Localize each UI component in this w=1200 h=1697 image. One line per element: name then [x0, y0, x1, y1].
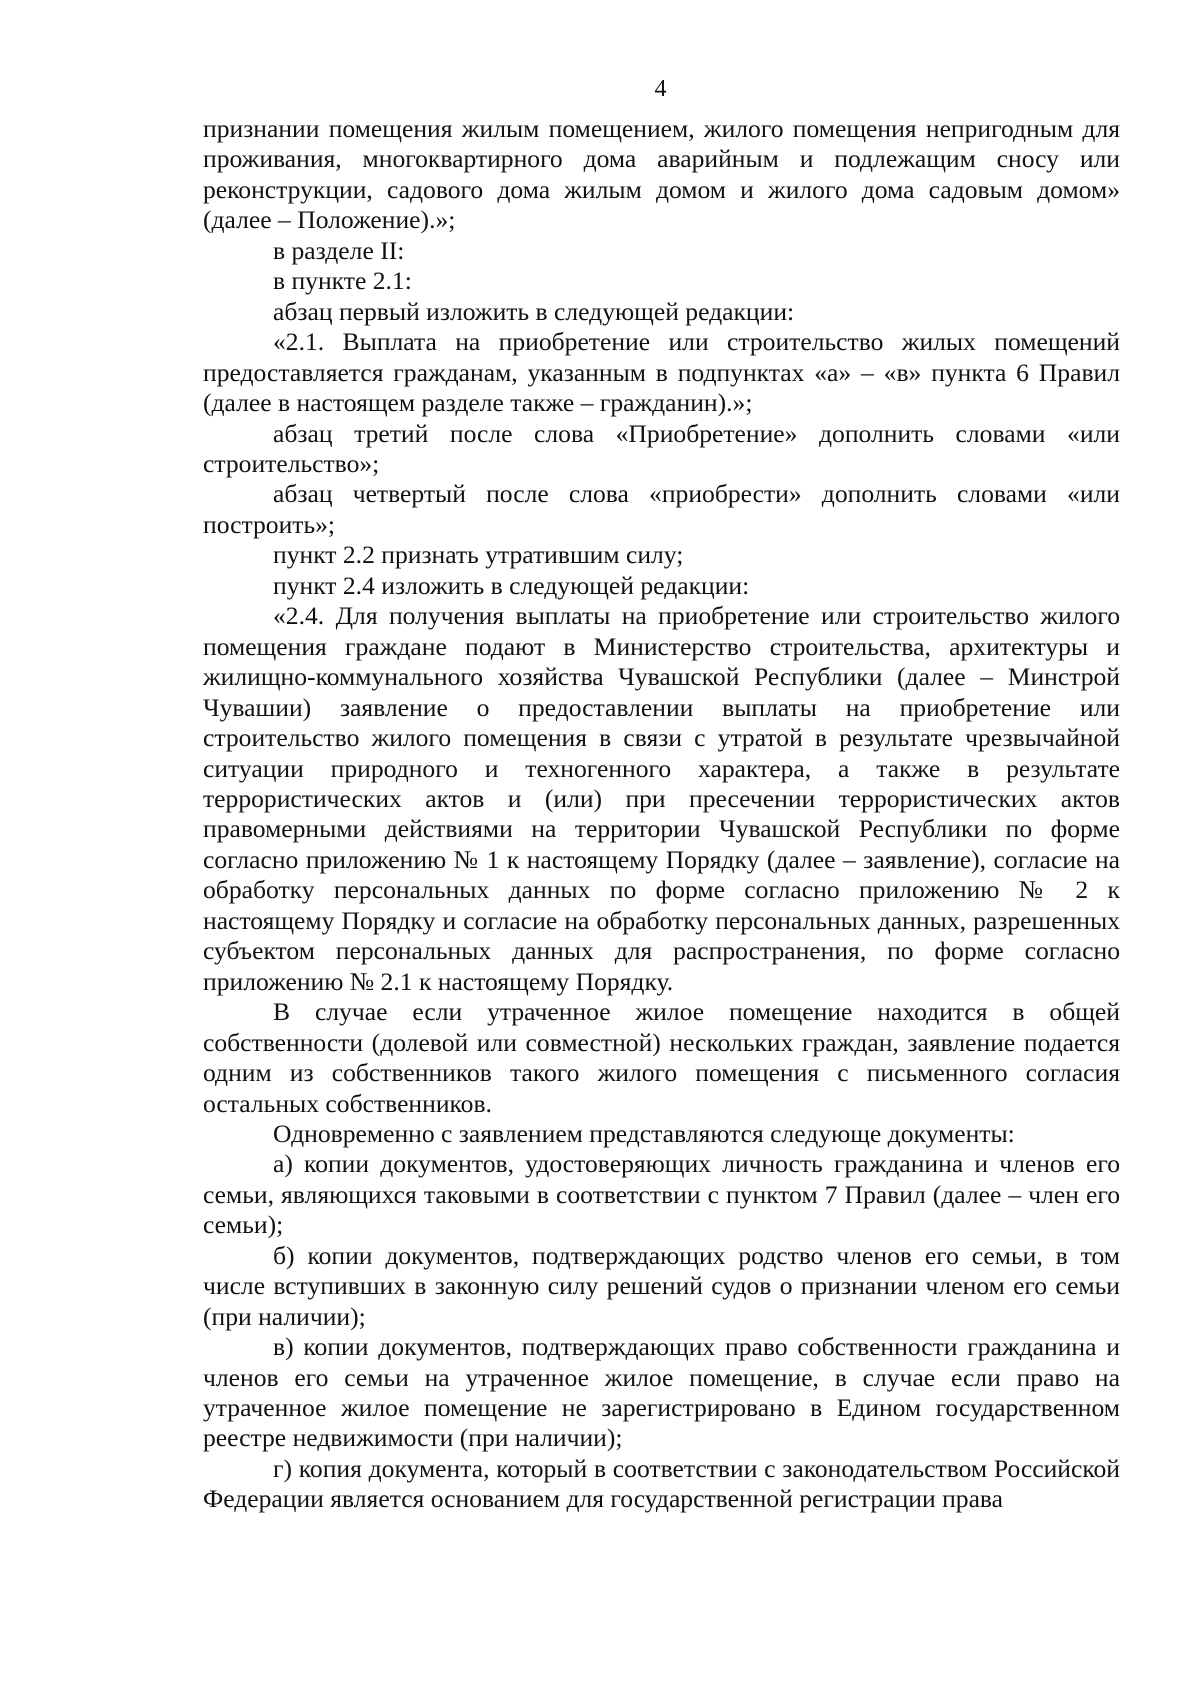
paragraph: в) копии документов, подтверждающих право собственности гражданина и членов его семьи на утраченное жилое помещение, в случае если право на утраченное жилое помещение не зарегистрировано в Едином государственном реестре недвижимости (при наличии); [203, 1332, 1120, 1453]
paragraph: абзац первый изложить в следующей редакции: [273, 296, 795, 326]
paragraph: В случае если утраченное жилое помещение находится в общей собственности (долевой или совместной) нескольких граждан, заявление подается одним из собственников такого жилого помещения с письменного согласия остальных собственников. [203, 997, 1120, 1118]
paragraph: признании помещения жилым помещением, жилого помещения непригодным для проживания, многоквартирного дома аварийным и подлежащим сносу или реконструкции, садового дома жилым домом и жилого дома садовым домом» (далее – Положение).»; [203, 114, 1120, 235]
document-body [203, 114, 1120, 1515]
paragraph: в пункте 2.1: [273, 266, 412, 296]
paragraph: а) копии документов, удостоверяющих личность гражданина и членов его семьи, являющихся таковыми в соответствии с пунктом 7 Правил (далее – член его семьи); [203, 1149, 1120, 1240]
page-number: 4 [654, 76, 667, 102]
paragraph: абзац четвертый после слова «приобрести» дополнить словами «или построить»; [203, 479, 1120, 539]
paragraph: г) копия документа, который в соответствии с законодательством Российской Федерации является основанием для государственной регистрации права [203, 1453, 1120, 1514]
paragraph: пункт 2.2 признать утратившим силу; [273, 540, 684, 570]
paragraph: абзац третий после слова «Приобретение» дополнить словами «или строительство»; [203, 418, 1120, 478]
paragraph: б) копии документов, подтверждающих родство членов его семьи, в том числе вступивших в законную силу решений судов о признании членом его семьи (при наличии); [203, 1240, 1120, 1331]
paragraph: «2.1. Выплата на приобретение или строительство жилых помещений предоставляется гражданам, указанным в подпунктах «а» – «в» пункта 6 Правил (далее в настоящем разделе также – гражданин).»; [203, 327, 1120, 418]
paragraph: Одновременно с заявлением представляются следующе документы: [273, 1118, 1015, 1148]
paragraph: пункт 2.4 изложить в следующей редакции: [273, 570, 750, 600]
paragraph: в разделе II: [273, 235, 405, 265]
paragraph: «2.4. Для получения выплаты на приобретение или строительство жилого помещения граждане подают в Министерство строительства, архитектуры и жилищно-коммунального хозяйства Чувашской Республики (далее – Минстрой Чувашии) заявление о предоставлении выплаты на приобретение или строительство жилого помещения в связи с утратой в результате чрезвычайной ситуации природного и техногенного характера, а также в результате террористических актов и (или) при пресечении террористических актов правомерными действиями на территории Чувашской Республики по форме согласно приложению № 1 к настоящему Порядку (далее – заявление), согласие на обработку персональных данных по форме согласно приложению № 2 к настоящему Порядку и согласие на обработку персональных данных, разрешенных субъектом персональных данных для распространения, по форме согласно приложению № 2.1 к настоящему Порядку. [203, 601, 1120, 996]
